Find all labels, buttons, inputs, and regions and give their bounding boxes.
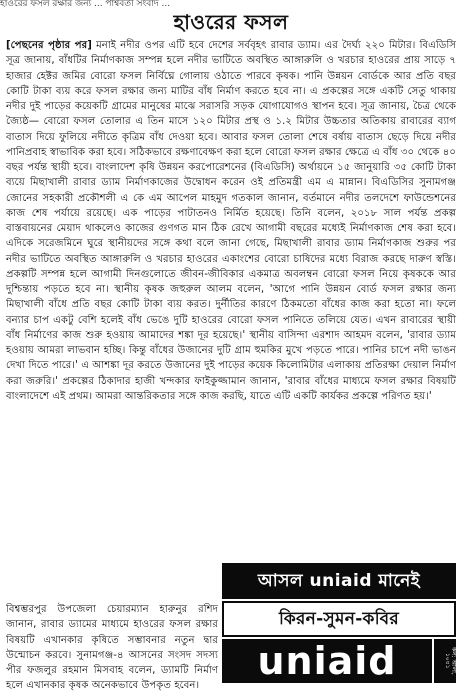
- article-headline: হাওরের ফসল: [173, 10, 289, 34]
- clipped-previous-line: হাওরের ফসল রক্ষার জন্য ... পার্শ্ববর্তী সংবাদ ...: [0, 0, 171, 8]
- uniaid-advertisement: [222, 563, 456, 683]
- ad-side-note: কল: আলী, ১০৪১: [434, 639, 456, 683]
- continuation-label: [পেছনের পৃষ্ঠার পর]: [6, 40, 92, 51]
- article-paragraph: [6, 38, 456, 404]
- uniaid-logo: uniaid: [222, 639, 432, 683]
- article-tail: [6, 602, 218, 694]
- ad-tagline: আসল uniaid মানেই: [222, 563, 456, 599]
- tail-paragraph: বিশ্বম্ভরপুর উপজেলা চেয়ারম্যান হারুনুর রশিদ জানান, রাবার ড্যামের মাধ্যমে হাওরের ফসল রক্ষার বিষয়টি এখানকার কৃষিতে সম্ভাবনার নতুন দ্বার উন্মোচন করবে। সুনামগঞ্জ-৪ আসনের সংসদ সদস্য পীর ফজলুর রহমান মিসবাহ বলেন, ড্যামটি নির্মাণ হলে এখানকার কৃষক অনেকভাবে উপকৃত হবেন।: [6, 604, 218, 692]
- ad-names: কিরন-সুমন-কবির: [222, 601, 456, 637]
- article-body: [6, 38, 456, 404]
- article-text: মনাই নদীর ওপর এটি হবে দেশের সর্ববৃহৎ রাবার ড্যাম। এর দৈর্ঘ্য ২২০ মিটার। বিএডিসি সূত্র জানায়, বাঁধটির নির্মাণকাজ সম্পন্ন হলে নদীর ভাটিতে অবস্থিত আঙ্গারুলি ও খরচার হাওরের প্রায় সাড়ে ৭ হাজার হেক্টর জমির বোরো ফসল নির্বিঘ্নে গোলায় ওঠাতে পারবে কৃষক। পানি উন্নয়ন বোর্ডকে আর প্রতি বছর কোটি টাকা ব্যয় করে ফসল রক্ষার জন্য মাটির বাঁধ নির্মাণ করতে হবে না। এ প্রকল্পের সঙ্গে একটি সেতু থাকায় নদীর দুই পাড়ের কয়েকটি গ্রামের মানুষের মাঝে সরাসরি সড়ক যোগাযোগও স্থাপন হবে। সূত্র জানায়, চৈত্র থেকে জ্যৈষ্ঠ— বোরো ফসল তোলার এ তিন মাসে ১২০ মিটার প্রস্থ ও ১.২ মিটার উচ্চতার অতিকায় রাবারের ব্যাগ বাতাস দিয়ে ফুলিয়ে নদীতে কৃত্রিম বাঁধ দেওয়া হবে। আবার ফসল তোলা শেষে বর্ষায় বাতাস ছেড়ে দিয়ে নদীর পানিপ্রবাহ স্বাভাবিক করা হবে। সঠিকভাবে রক্ষণাবেক্ষণ করা হলে বোরো ফসল রক্ষার ক্ষেত্রে এ বাঁধ ৩০ থেকে ৪০ বছর পর্যন্ত স্থায়ী হবে। বাংলাদেশ কৃষি উন্নয়ন করপোরেশনের (বিএডিসি) অর্থায়নে ১৫ জানুয়ারি ৩৫ কোটি টাকা ব্যয়ে মিছাখালী রাবার ড্যাম নির্মাণকাজের উদ্বোধন করেন ওই প্রতিমন্ত্রী এম এ মান্নান। বিএডিসির সুনামগঞ্জ জোনের সহকারী প্রকৌশলী এ কে এম আপেল মাহমুদ গতকাল জানান, বর্তমানে নদীর তলদেশে ফাউন্ডেশনের কাজ শেষ পর্যায়ে রয়েছে। এক পাড়ের পাটাতনও নির্মিত হয়েছে। তিনি বলেন, ২০১৮ সাল পর্যন্ত প্রকল্প বাস্তবায়নের মেয়াদ থাকলেও কাজের গুণগত মান ঠিক রেখে আগামী বছরের মধ্যেই নির্মাণকাজ শেষ করা হবে। এদিকে সরেজমিনে ঘুরে স্থানীয়দের সঙ্গে কথা বলে জানা গেছে, মিছাখালী রাবার ড্যাম নির্মাণকাজ শুরুর পর নদীর ভাটিতে অবস্থিত আঙ্গারুলি ও খরচার হাওরের একাংশের বোরো চাষিদের মধ্যে বিরাজ করছে দারুণ স্বস্তি। প্রকল্পটি সম্পন্ন হলে আগামী দিনগুলোতে জীবন-জীবিকার একমাত্র অবলম্বন বোরো ফসল নিয়ে কৃষককে আর দুশ্চিন্তায় পড়তে হবে না। স্থানীয় কৃষক জহুরুল আলম বলেন, 'আগে পানি উন্নয়ন বোর্ড ফসল রক্ষার জন্য মিছাখালী বাঁধে প্রতি বছর কোটি টাকা ব্যয় করত। দুর্নীতির কারণে ঠিকমতো বাঁধের কাজ করা হতো না। ফলে বন্যার চাপ একটু বেশি হলেই বাঁধ ভেঙে দুটি হাওরের বোরো ফসল পানিতে তলিয়ে যেত। এখন রাবারের স্থায়ী বাঁধ নির্মাণের কাজ শুরু হওয়ায় আমাদের শঙ্কা দূর হয়েছে।' স্থানীয় বাসিন্দা এরশাদ আহমদ বলেন, 'রাবার ড্যাম হওয়ায় আমরা লাভবান হচ্ছি। কিন্তু বাঁধের উজানের দুটি গ্রাম হুমকির মুখে পড়তে পারে। পানির চাপে নদী ভাঙন দেখা দিতে পারে।' এ আশঙ্কা দূর করতে উজানের দুই পাড়ের কয়েক কিলোমিটার এলাকায় প্রতিরক্ষা দেয়াল নির্মাণ করা জরুরি।' প্রকল্পের ঠিকাদার হাজী খন্দকার ফাইকুজ্জামান জানান, 'রাবার বাঁধের মাধ্যমে ফসল রক্ষার বিষয়টি বাংলাদেশে এই প্রথম। আমরা আন্তরিকতার সঙ্গে কাজ করছি, যাতে এটি একটি কার্যকর প্রকল্পে পরিণত হয়।': [6, 40, 456, 402]
